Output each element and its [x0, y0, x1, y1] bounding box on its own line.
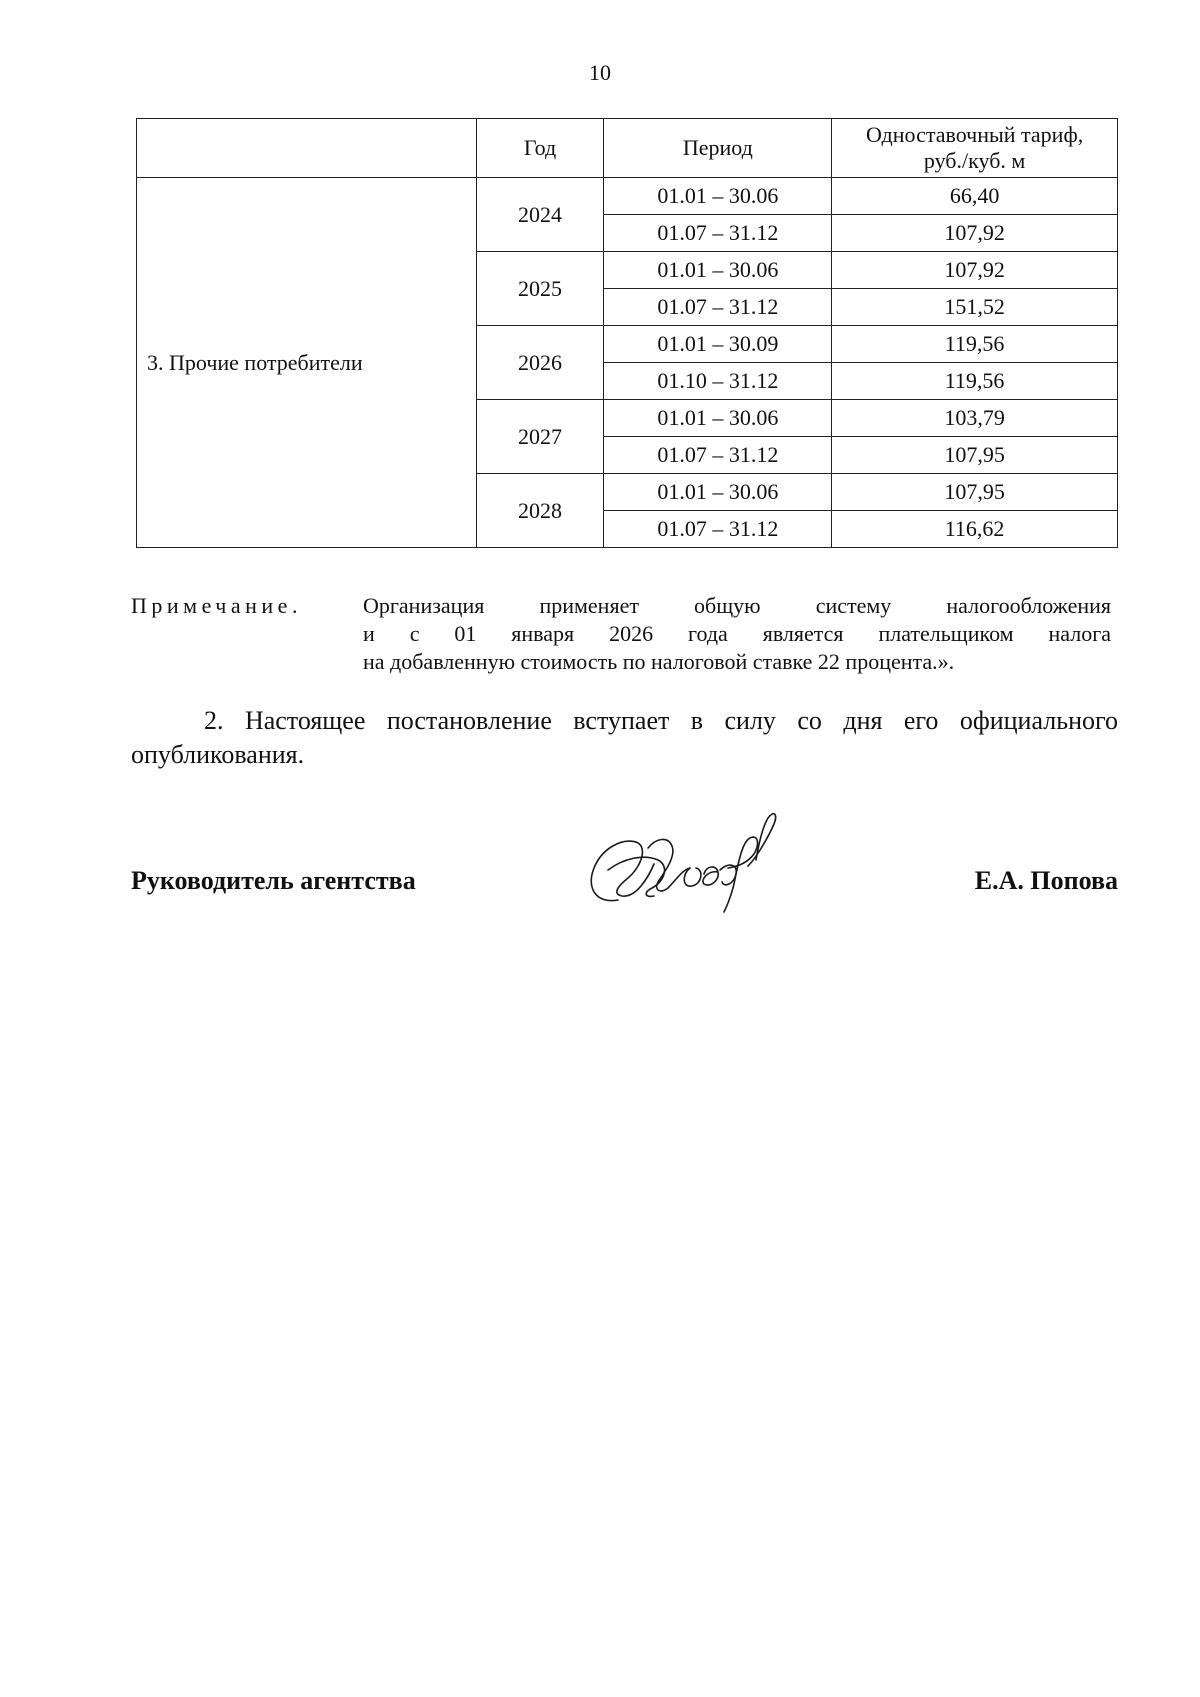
tariff-cell: 151,52	[832, 289, 1118, 326]
tariff-cell: 107,92	[832, 215, 1118, 252]
tariff-cell: 107,95	[832, 474, 1118, 511]
period-cell: 01.01 – 30.06	[604, 400, 832, 437]
year-cell: 2024	[476, 178, 604, 252]
period-cell: 01.07 – 31.12	[604, 511, 832, 548]
signature-image	[578, 808, 793, 913]
period-cell: 01.01 – 30.06	[604, 178, 832, 215]
tariff-cell: 66,40	[832, 178, 1118, 215]
note-label: Примечание.	[131, 593, 302, 618]
year-cell: 2028	[476, 474, 604, 548]
tariff-cell: 119,56	[832, 326, 1118, 363]
tariff-cell: 119,56	[832, 363, 1118, 400]
period-cell: 01.07 – 31.12	[604, 289, 832, 326]
consumer-cell: 3. Прочие потребители	[137, 178, 477, 548]
tariff-cell: 116,62	[832, 511, 1118, 548]
tariff-cell: 107,92	[832, 252, 1118, 289]
paragraph-line: 2. Настоящее постановление вступает в силу со дня его официального	[204, 706, 1118, 735]
table-row	[137, 178, 1118, 215]
note-text	[363, 592, 1111, 676]
period-cell: 01.07 – 31.12	[604, 215, 832, 252]
signer-title: Руководитель агентства	[131, 866, 416, 895]
note-line: Организация применяет общую систему налогообложения	[363, 593, 1111, 618]
period-cell: 01.07 – 31.12	[604, 437, 832, 474]
note-line: и с 01 января 2026 года является плательщиком налога	[363, 621, 1111, 646]
note-line: на добавленную стоимость по налоговой ставке 22 процента.».	[363, 649, 955, 674]
period-cell: 01.01 – 30.06	[604, 474, 832, 511]
table-header-row	[137, 119, 1118, 178]
year-cell: 2026	[476, 326, 604, 400]
effective-date-paragraph	[131, 704, 1118, 772]
year-cell: 2025	[476, 252, 604, 326]
period-cell: 01.10 – 31.12	[604, 363, 832, 400]
period-cell: 01.01 – 30.09	[604, 326, 832, 363]
header-tariff	[832, 119, 1118, 178]
paragraph-line: опубликования.	[131, 740, 305, 769]
page-number: 10	[589, 60, 611, 85]
header-consumer	[137, 119, 477, 178]
tariff-table	[136, 118, 1118, 548]
header-year: Год	[476, 119, 604, 178]
year-cell: 2027	[476, 400, 604, 474]
header-tariff-line1: Одноставочный тариф,	[865, 122, 1084, 147]
header-tariff-line2: руб./куб. м	[923, 148, 1026, 173]
signer-name: Е.А. Попова	[974, 866, 1118, 895]
tariff-cell: 107,95	[832, 437, 1118, 474]
header-period: Период	[604, 119, 832, 178]
period-cell: 01.01 – 30.06	[604, 252, 832, 289]
tariff-cell: 103,79	[832, 400, 1118, 437]
